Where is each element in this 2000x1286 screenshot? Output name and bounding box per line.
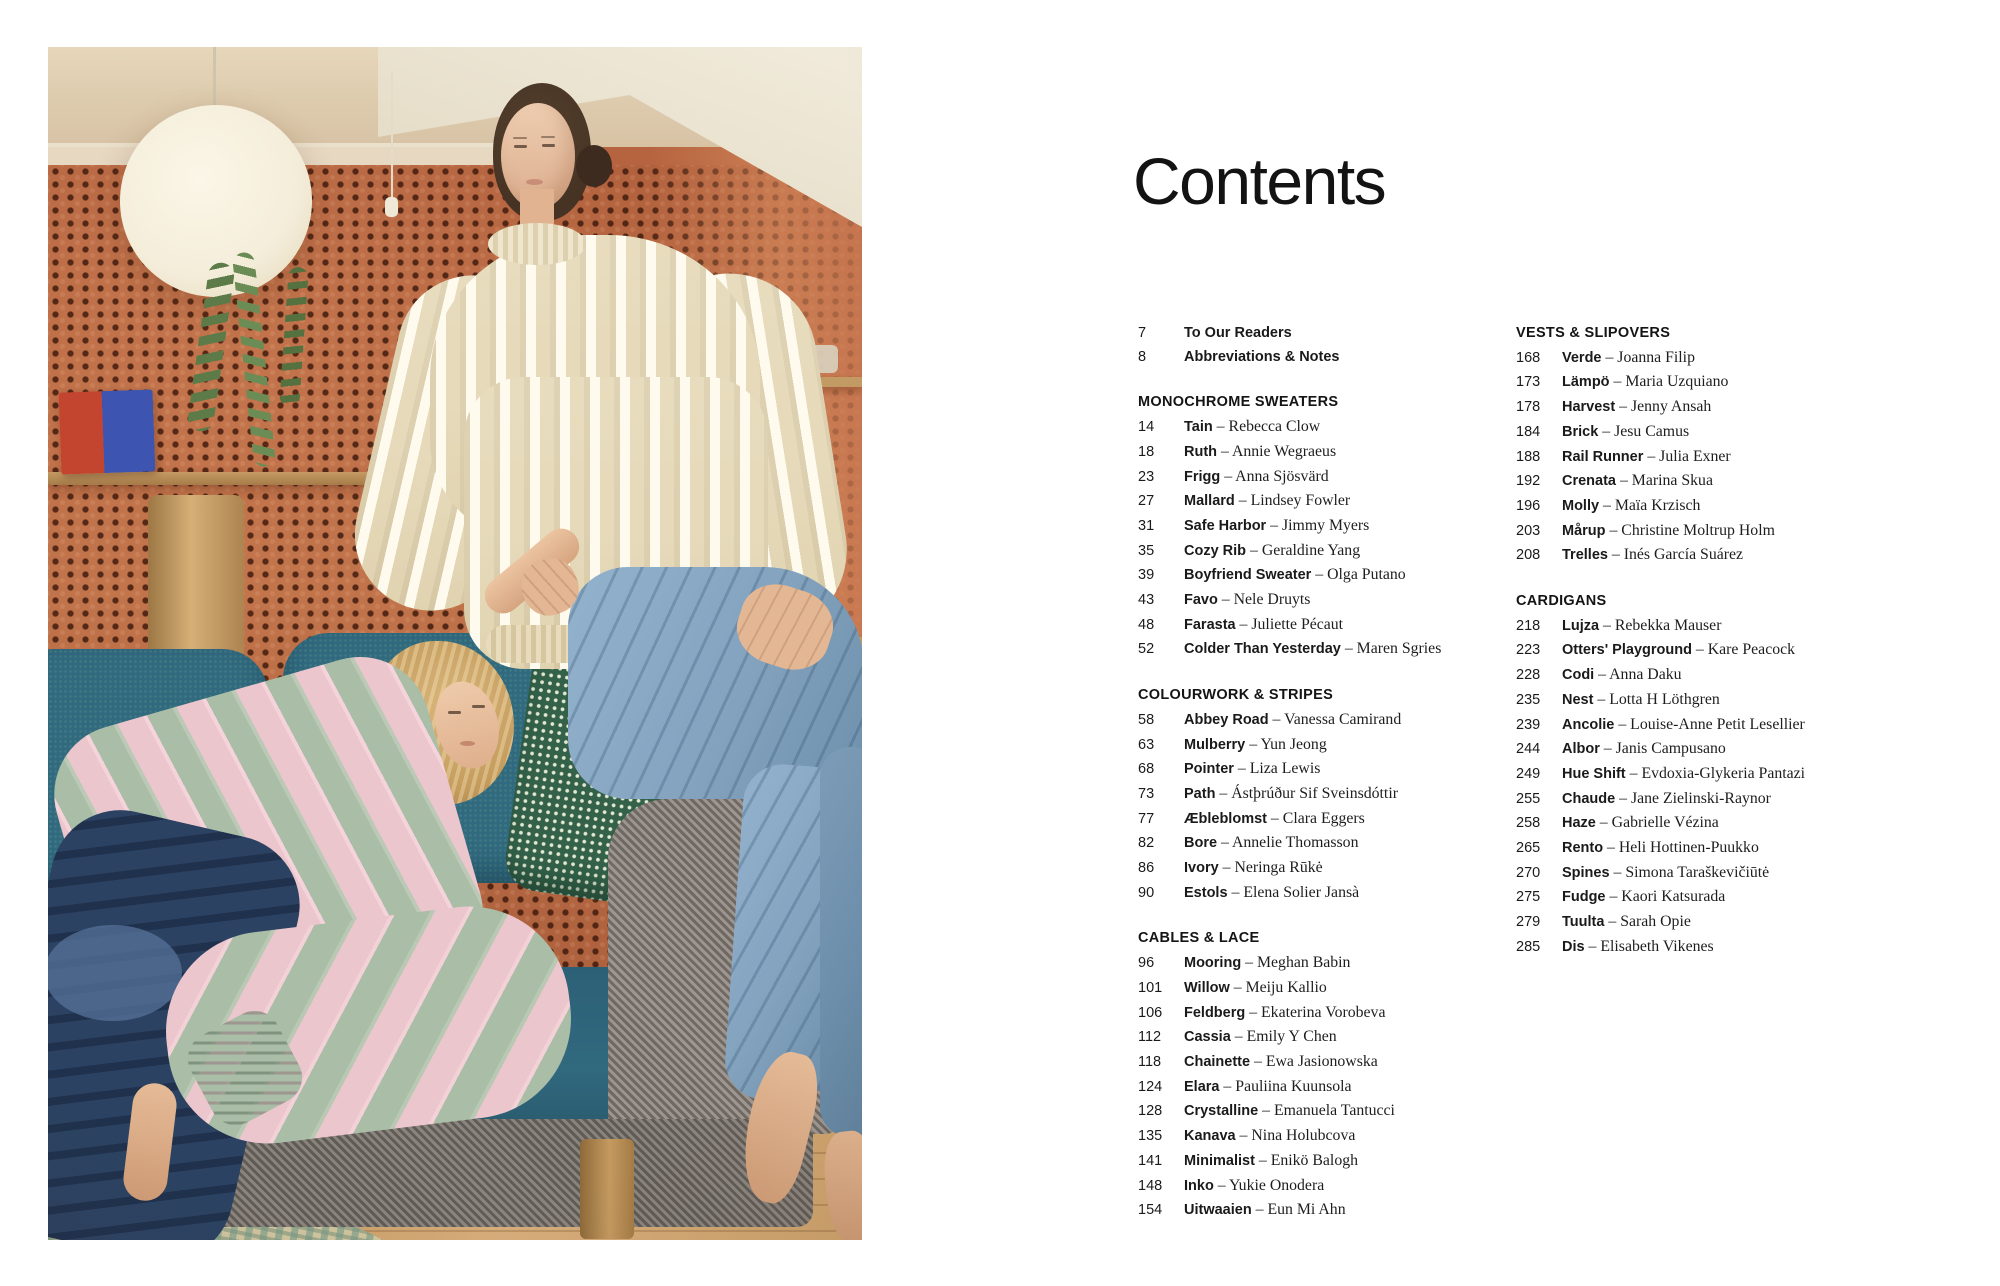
- designer-name: – Clara Eggers: [1266, 809, 1365, 827]
- book: [59, 389, 156, 474]
- designer-name: – Maïa Krzisch: [1599, 496, 1701, 514]
- page-number: 63: [1138, 736, 1155, 753]
- page-number: 218: [1516, 617, 1541, 634]
- page-number: 86: [1138, 860, 1155, 877]
- pattern-name: Minimalist: [1184, 1152, 1255, 1169]
- pattern-name: Favo: [1184, 592, 1218, 609]
- pattern-name: Trelles: [1562, 547, 1608, 564]
- pattern-name: Estols: [1184, 884, 1228, 901]
- designer-name: – Heli Hottinen-Puukko: [1603, 839, 1759, 857]
- page-number: 184: [1516, 423, 1541, 440]
- toc-entry: [1516, 935, 1888, 960]
- pattern-name: Codi: [1562, 667, 1595, 684]
- pattern-name: Chainette: [1184, 1053, 1251, 1070]
- page-number: 35: [1138, 542, 1155, 559]
- toc-entry: [1516, 713, 1888, 738]
- page-number: 148: [1138, 1177, 1163, 1194]
- designer-name: – Maren Sgries: [1340, 640, 1442, 658]
- model1-hair-bun: [576, 145, 612, 187]
- pattern-name: Feldberg: [1184, 1004, 1246, 1021]
- designer-name: – Sarah Opie: [1604, 913, 1691, 931]
- toc-section-heading: CARDIGANS: [1516, 593, 1607, 610]
- designer-name: – Kaori Katsurada: [1605, 888, 1726, 906]
- toc-entry: [1138, 856, 1510, 881]
- toc-entry: [1138, 976, 1510, 1001]
- designer-name: – Jane Zielinski-Raynor: [1615, 789, 1771, 807]
- model1-brow: [541, 136, 555, 138]
- pattern-name: Frigg: [1184, 468, 1221, 485]
- toc-entry: [1138, 465, 1510, 490]
- toc-column-2: [1516, 322, 1888, 960]
- pattern-name: Uitwaaien: [1184, 1202, 1252, 1219]
- page-number: 73: [1138, 785, 1155, 802]
- pattern-name: Fudge: [1562, 889, 1606, 906]
- toc-entry: [1138, 1075, 1510, 1100]
- designer-name: – Kare Peacock: [1691, 641, 1796, 659]
- toc-entry: [1138, 757, 1510, 782]
- pattern-name: Ancolie: [1562, 716, 1615, 733]
- toc-entry: [1516, 494, 1888, 519]
- pattern-name: Lujza: [1562, 617, 1600, 634]
- book-cover-red: [59, 391, 105, 474]
- pattern-name: Crenata: [1562, 473, 1616, 490]
- pattern-name: Verde: [1562, 349, 1602, 366]
- toc-section-heading: CABLES & LACE: [1138, 930, 1260, 947]
- designer-name: – Emanuela Tantucci: [1258, 1102, 1395, 1120]
- page-number: 112: [1138, 1029, 1162, 1046]
- model2-eye: [448, 711, 461, 714]
- page-number: 58: [1138, 711, 1155, 728]
- page-number: 141: [1138, 1152, 1163, 1169]
- page-number: 106: [1138, 1004, 1163, 1021]
- toc-entry: [1516, 836, 1888, 861]
- toc-entry: [1138, 637, 1510, 662]
- toc-entry: [1138, 1124, 1510, 1149]
- page-number: 82: [1138, 835, 1155, 852]
- designer-name: – Nina Holubcova: [1235, 1127, 1356, 1145]
- toc-entry: [1516, 787, 1888, 812]
- toc-entry: [1516, 370, 1888, 395]
- toc-entry: [1138, 1025, 1510, 1050]
- page-number: 192: [1516, 473, 1541, 490]
- model1-jeans-leg: [820, 747, 862, 1137]
- pattern-name: Ruth: [1184, 443, 1218, 460]
- toc-entry: [1516, 614, 1888, 639]
- designer-name: – Rebecca Clow: [1212, 418, 1321, 436]
- page-number: 118: [1138, 1053, 1162, 1070]
- designer-name: – Lotta H Löthgren: [1593, 690, 1720, 708]
- designer-name: – Gabrielle Vézina: [1595, 814, 1719, 832]
- page-number: 178: [1516, 399, 1541, 416]
- page-number: 135: [1138, 1128, 1163, 1145]
- pattern-name: Tain: [1184, 419, 1213, 436]
- pattern-name: Chaude: [1562, 790, 1616, 807]
- page-number: 8: [1138, 348, 1147, 365]
- toc-entry: [1516, 737, 1888, 762]
- toc-section-heading: MONOCHROME SWEATERS: [1138, 394, 1339, 411]
- page-number: 173: [1516, 374, 1541, 391]
- pattern-name: Cozy Rib: [1184, 542, 1247, 559]
- pattern-name: Elara: [1184, 1078, 1220, 1095]
- page-title: Contents: [1133, 144, 1386, 218]
- toc-section-heading: COLOURWORK & STRIPES: [1138, 687, 1334, 704]
- pattern-name: Rento: [1562, 840, 1604, 857]
- designer-name: – Geraldine Yang: [1246, 541, 1361, 559]
- pattern-name: Molly: [1562, 497, 1600, 514]
- designer-name: – Ekaterina Vorobeva: [1245, 1003, 1386, 1021]
- pattern-name: Hue Shift: [1562, 765, 1626, 782]
- toc-entry: [1138, 539, 1510, 564]
- pattern-name: Crystalline: [1184, 1103, 1259, 1120]
- designer-name: – Janis Campusano: [1599, 740, 1726, 758]
- pattern-name: Mulberry: [1184, 736, 1246, 753]
- designer-name: – Simona Taraškevičiūtė: [1609, 863, 1770, 881]
- wooden-ledge: [48, 472, 393, 485]
- page-number: 43: [1138, 592, 1155, 609]
- toc-entry: [1138, 881, 1510, 906]
- page-number: 223: [1516, 642, 1541, 659]
- pattern-name: Otters' Playground: [1562, 642, 1692, 659]
- designer-name: – Evdoxia-Glykeria Pantazi: [1625, 764, 1806, 782]
- model1-eye: [542, 144, 555, 147]
- page-number: 101: [1138, 979, 1163, 996]
- designer-name: – Juliette Pécaut: [1235, 615, 1344, 633]
- designer-name: – Eun Mi Ahn: [1251, 1201, 1346, 1219]
- page-number: 239: [1516, 716, 1541, 733]
- toc-entry: [1138, 1050, 1510, 1075]
- toc-entry: [1516, 663, 1888, 688]
- page-number: 39: [1138, 567, 1155, 584]
- pendant-cord: [391, 71, 393, 203]
- sofa-leg: [580, 1139, 634, 1239]
- designer-name: – Neringa Rūkė: [1218, 859, 1323, 877]
- designer-name: – Inés García Suárez: [1607, 546, 1744, 564]
- toc-entry: [1138, 440, 1510, 465]
- pattern-name: Mallard: [1184, 493, 1235, 510]
- toc-entry: [1516, 861, 1888, 886]
- toc-entry: [1516, 688, 1888, 713]
- pattern-name: Boyfriend Sweater: [1184, 567, 1312, 584]
- toc-column-1: [1138, 322, 1510, 1223]
- pattern-name: Rail Runner: [1562, 448, 1644, 465]
- toc-entry: [1516, 395, 1888, 420]
- designer-name: – Enikö Balogh: [1254, 1151, 1359, 1169]
- toc-entry: [1138, 489, 1510, 514]
- designer-name: – Julia Exner: [1643, 447, 1731, 465]
- page-number: 168: [1516, 349, 1541, 366]
- pattern-name: Path: [1184, 785, 1216, 802]
- pattern-name: Lämpö: [1562, 374, 1610, 391]
- model2-lips: [460, 741, 475, 746]
- toc-entry: [1138, 733, 1510, 758]
- page-number: 265: [1516, 840, 1541, 857]
- pattern-name: Albor: [1562, 741, 1600, 758]
- pattern-name: Safe Harbor: [1184, 517, 1267, 534]
- designer-name: – Annelie Thomasson: [1217, 834, 1359, 852]
- pattern-name: Haze: [1562, 815, 1596, 832]
- designer-name: – Rebekka Mauser: [1599, 616, 1722, 634]
- pattern-name: Pointer: [1184, 761, 1234, 778]
- designer-name: – Anna Daku: [1594, 666, 1682, 684]
- pattern-name: Cassia: [1184, 1029, 1231, 1046]
- toc-entry: [1138, 1198, 1510, 1223]
- designer-name: – Yun Jeong: [1245, 735, 1327, 753]
- pattern-name: To Our Readers: [1184, 325, 1292, 341]
- toc-entry: [1516, 885, 1888, 910]
- page-number: 96: [1138, 955, 1155, 972]
- page-number: 275: [1516, 889, 1541, 906]
- page-number: 27: [1138, 493, 1155, 510]
- pattern-name: Abbey Road: [1184, 711, 1269, 728]
- designer-name: – Ástþrúður Sif Sveinsdóttir: [1215, 784, 1398, 802]
- toc-entry: [1138, 346, 1510, 370]
- designer-name: – Louise-Anne Petit Lesellier: [1614, 715, 1805, 733]
- pattern-name: Tuulta: [1562, 914, 1605, 931]
- toc-entry: [1138, 613, 1510, 638]
- designer-name: – Jimmy Myers: [1266, 516, 1370, 534]
- page-number: 154: [1138, 1202, 1163, 1219]
- toc-entry: [1138, 588, 1510, 613]
- designer-name: – Nele Druyts: [1217, 591, 1311, 609]
- pattern-name: Æbleblomst: [1184, 810, 1267, 827]
- designer-name: – Elisabeth Vikenes: [1584, 937, 1714, 955]
- pattern-name: Harvest: [1562, 399, 1616, 416]
- designer-name: – Marina Skua: [1616, 472, 1713, 490]
- toc-entry: [1138, 514, 1510, 539]
- toc-entry: [1516, 445, 1888, 470]
- toc-entry: [1138, 807, 1510, 832]
- toc-entry: [1138, 415, 1510, 440]
- page-number: 23: [1138, 468, 1155, 485]
- designer-name: – Elena Solier Jansà: [1227, 883, 1360, 901]
- toc-entry: [1138, 322, 1510, 346]
- page-number: 249: [1516, 765, 1541, 782]
- designer-name: – Jenny Ansah: [1615, 398, 1712, 416]
- pendant-fitting: [385, 197, 398, 217]
- page-number: 208: [1516, 547, 1541, 564]
- toc-entry: [1138, 1174, 1510, 1199]
- pattern-name: Nest: [1562, 691, 1594, 708]
- pattern-name: Brick: [1562, 423, 1599, 440]
- page-number: 188: [1516, 448, 1541, 465]
- page-number: 258: [1516, 815, 1541, 832]
- toc-entry: [1516, 910, 1888, 935]
- page-number: 124: [1138, 1078, 1163, 1095]
- pattern-name: Farasta: [1184, 616, 1236, 633]
- designer-name: – Yukie Onodera: [1213, 1176, 1325, 1194]
- model1-sweater-collar: [488, 223, 586, 265]
- pattern-name: Kanava: [1184, 1128, 1236, 1145]
- page-number: 235: [1516, 691, 1541, 708]
- toc-entry: [1138, 708, 1510, 733]
- book-cover-blue: [102, 389, 156, 473]
- model1-brow: [513, 137, 527, 139]
- designer-name: – Ewa Jasionowska: [1250, 1052, 1378, 1070]
- page-number: 68: [1138, 761, 1155, 778]
- page-number: 279: [1516, 914, 1541, 931]
- designer-name: – Pauliina Kuunsola: [1219, 1077, 1352, 1095]
- page-number: 244: [1516, 741, 1541, 758]
- page-number: 7: [1138, 325, 1147, 341]
- toc-entry: [1516, 762, 1888, 787]
- model1-lips: [526, 179, 543, 185]
- designer-name: – Anna Sjösvärd: [1220, 467, 1329, 485]
- pattern-name: Bore: [1184, 835, 1218, 852]
- designer-name: – Vanessa Camirand: [1268, 710, 1402, 728]
- page-number: 203: [1516, 522, 1541, 539]
- model1-eye: [514, 145, 527, 148]
- pattern-name: Spines: [1562, 864, 1610, 881]
- lamp-cord: [213, 47, 216, 111]
- pattern-name: Dis: [1562, 938, 1585, 955]
- toc-entry: [1516, 420, 1888, 445]
- designer-name: – Joanna Filip: [1601, 348, 1695, 366]
- page-number: 285: [1516, 938, 1541, 955]
- designer-name: – Meghan Babin: [1241, 954, 1351, 972]
- designer-name: – Meiju Kallio: [1229, 978, 1327, 996]
- page-number: 270: [1516, 864, 1541, 881]
- page-number: 18: [1138, 443, 1155, 460]
- pattern-name: Willow: [1184, 979, 1230, 996]
- cover-photo: [48, 47, 862, 1240]
- page-number: 90: [1138, 884, 1155, 901]
- designer-name: – Liza Lewis: [1233, 760, 1321, 778]
- pattern-name: Ivory: [1184, 860, 1219, 877]
- pattern-name: Inko: [1184, 1177, 1214, 1194]
- pattern-name: Mårup: [1562, 522, 1606, 539]
- designer-name: – Olga Putano: [1311, 566, 1406, 584]
- toc-entry: [1516, 543, 1888, 568]
- page-number: 255: [1516, 790, 1541, 807]
- page-number: 14: [1138, 419, 1155, 436]
- designer-name: – Annie Wegraeus: [1217, 442, 1337, 460]
- toc-entry: [1138, 782, 1510, 807]
- toc-entry: [1138, 563, 1510, 588]
- designer-name: – Emily Y Chen: [1230, 1028, 1337, 1046]
- pattern-name: Colder Than Yesterday: [1184, 641, 1341, 658]
- designer-name: – Lindsey Fowler: [1234, 492, 1351, 510]
- toc-section-heading: VESTS & SLIPOVERS: [1516, 325, 1671, 341]
- page-number: 228: [1516, 667, 1541, 684]
- toc-entry: [1516, 638, 1888, 663]
- page-number: 196: [1516, 497, 1541, 514]
- toc-entry: [1138, 831, 1510, 856]
- designer-name: – Maria Uzquiano: [1609, 373, 1729, 391]
- model2-jeans-knee: [48, 925, 182, 1021]
- page-number: 52: [1138, 641, 1155, 658]
- page-number: 48: [1138, 616, 1155, 633]
- designer-name: – Christine Moltrup Holm: [1605, 521, 1775, 539]
- toc-entry: [1138, 1001, 1510, 1026]
- toc-entry: [1516, 519, 1888, 544]
- pattern-name: Mooring: [1184, 955, 1242, 972]
- pattern-name: Abbreviations & Notes: [1184, 348, 1340, 365]
- designer-name: – Jesu Camus: [1598, 422, 1690, 440]
- page-number: 128: [1138, 1103, 1163, 1120]
- toc-entry: [1516, 811, 1888, 836]
- toc-entry: [1516, 346, 1888, 371]
- toc-entry: [1138, 1099, 1510, 1124]
- toc-entry: [1516, 469, 1888, 494]
- page-number: 77: [1138, 810, 1155, 827]
- toc-entry: [1138, 951, 1510, 976]
- page-number: 31: [1138, 517, 1155, 534]
- toc-entry: [1138, 1149, 1510, 1174]
- model2-eye: [472, 705, 485, 708]
